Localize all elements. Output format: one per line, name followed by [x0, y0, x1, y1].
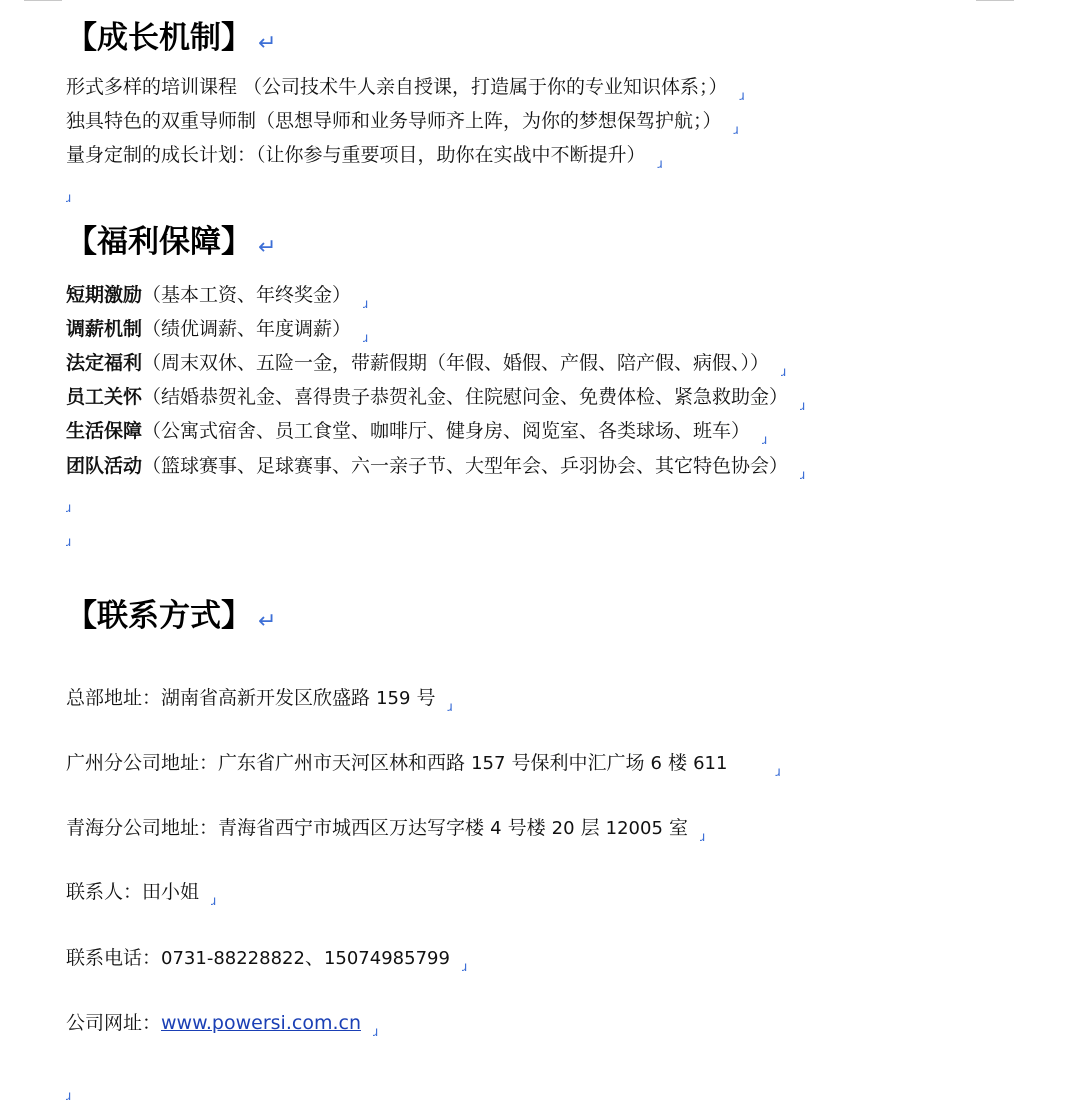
welfare-item-5 — [66, 418, 767, 447]
phone-separator: 、 — [304, 947, 324, 969]
welfare-item-detail: （篮球赛事、足球赛事、六一亲子节、大型年会、乒羽协会、其它特色协会） — [142, 455, 789, 477]
hq-label: 总部地址： — [66, 687, 162, 709]
empty-paragraph — [66, 176, 71, 205]
empty-paragraph — [66, 1074, 71, 1103]
paragraph-mark: ɹ — [800, 468, 806, 483]
person-value: 田小姐 — [142, 881, 200, 903]
contact-heading — [66, 596, 276, 640]
paragraph-mark: ɹ — [447, 700, 453, 715]
hq-number: 159 — [376, 688, 411, 709]
growth-line-3 — [66, 142, 663, 171]
paragraph-mark: ɹ — [739, 89, 745, 104]
growth-line-1 — [66, 74, 745, 103]
hq-suffix: 号 — [416, 687, 436, 709]
paragraph-mark: ɹ — [363, 331, 369, 346]
welfare-item-detail: （基本工资、年终奖金） — [142, 284, 352, 306]
paragraph-mark: ɹ — [657, 157, 663, 172]
empty-paragraph — [66, 520, 71, 549]
welfare-heading — [66, 222, 276, 266]
qh-text-2: 号楼 — [507, 817, 546, 839]
gz-label: 广州分公司地址： — [66, 752, 219, 774]
growth-line-3-text: 量身定制的成长计划：（让你参与重要项目，助你在实战中不断提升） — [66, 144, 646, 166]
welfare-item-1 — [66, 282, 368, 311]
welfare-item-4 — [66, 384, 805, 413]
welfare-item-detail: （周末双休、五险一金，带薪假期（年假、婚假、产假、陪产假、病假、）） — [142, 352, 770, 374]
contact-hq-address — [66, 685, 453, 714]
phone-label: 联系电话： — [66, 947, 162, 969]
qh-number-3: 12005 — [605, 818, 663, 839]
welfare-item-label: 生活保障 — [66, 420, 143, 442]
person-label: 联系人： — [66, 881, 143, 903]
welfare-item-3 — [66, 350, 786, 379]
welfare-item-label: 法定福利 — [66, 352, 143, 374]
welfare-item-detail: （公寓式宿舍、员工食堂、咖啡厅、健身房、阅览室、各类球场、班车） — [142, 420, 751, 442]
paragraph-mark: ɹ — [66, 501, 72, 516]
page-margin-mark-left — [24, 0, 62, 1]
growth-heading — [66, 18, 276, 62]
contact-website — [66, 1010, 378, 1039]
welfare-heading-text: 【福利保障】 — [66, 224, 252, 260]
welfare-item-detail: （绩优调薪、年度调薪） — [142, 318, 352, 340]
line-break-mark: ↵ — [258, 31, 277, 56]
website-link[interactable]: www.powersi.com.cn — [161, 1012, 361, 1034]
line-break-mark: ↵ — [258, 235, 277, 260]
growth-heading-text: 【成长机制】 — [66, 20, 252, 56]
gz-text-1: 广东省广州市天河区林和西路 — [218, 752, 466, 774]
welfare-item-label: 团队活动 — [66, 455, 143, 477]
growth-line-1-text: 形式多样的培训课程 （公司技术牛人亲自授课，打造属于你的专业知识体系；） — [66, 76, 728, 98]
contact-gz-address — [66, 750, 781, 779]
paragraph-mark: ɹ — [775, 765, 781, 780]
welfare-item-detail: （结婚恭贺礼金、喜得贵子恭贺礼金、住院慰问金、免费体检、紧急救助金） — [142, 386, 789, 408]
qh-number-1: 4 — [490, 818, 502, 839]
hq-text: 湖南省高新开发区欣盛路 — [161, 687, 371, 709]
paragraph-mark: ɹ — [211, 894, 217, 909]
paragraph-mark: ɹ — [762, 433, 768, 448]
empty-paragraph — [66, 486, 71, 515]
paragraph-mark: ɹ — [699, 830, 706, 845]
gz-number-3: 611 — [693, 753, 728, 774]
line-break-mark: ↵ — [258, 609, 277, 634]
contact-heading-text: 【联系方式】 — [66, 598, 252, 634]
paragraph-mark: ɹ — [363, 297, 369, 312]
paragraph-mark: ɹ — [372, 1025, 379, 1040]
phone-value-2: 15074985799 — [323, 948, 450, 969]
welfare-item-2 — [66, 316, 368, 345]
paragraph-mark: ɹ — [66, 535, 72, 550]
gz-number-1: 157 — [471, 753, 506, 774]
welfare-item-label: 调薪机制 — [66, 318, 143, 340]
growth-line-2-text: 独具特色的双重导师制（思想导师和业务导师齐上阵，为你的梦想保驾护航；） — [66, 110, 722, 132]
welfare-item-6 — [66, 453, 805, 482]
qh-number-2: 20 — [551, 818, 575, 839]
gz-number-2: 6 — [650, 753, 662, 774]
paragraph-mark: ɹ — [733, 123, 739, 138]
gz-text-3: 楼 — [668, 752, 688, 774]
page-margin-mark-right — [976, 0, 1014, 1]
contact-phone — [66, 945, 467, 974]
phone-value-1: 0731-88228822 — [161, 948, 305, 969]
website-label: 公司网址： — [66, 1012, 162, 1034]
qh-label: 青海分公司地址： — [66, 817, 219, 839]
gz-text-2: 号保利中汇广场 — [511, 752, 645, 774]
welfare-item-label: 员工关怀 — [66, 386, 143, 408]
paragraph-mark: ɹ — [66, 191, 72, 206]
paragraph-mark: ɹ — [461, 960, 468, 975]
qh-text-4: 室 — [668, 817, 688, 839]
paragraph-mark: ɹ — [781, 365, 787, 380]
qh-text-3: 层 — [580, 817, 600, 839]
paragraph-mark: ɹ — [800, 399, 806, 414]
growth-line-2 — [66, 108, 739, 137]
contact-qh-address — [66, 815, 705, 844]
contact-person — [66, 879, 216, 908]
qh-text-1: 青海省西宁市城西区万达写字楼 — [218, 817, 485, 839]
paragraph-mark: ɹ — [66, 1089, 72, 1104]
welfare-item-label: 短期激励 — [66, 284, 143, 306]
